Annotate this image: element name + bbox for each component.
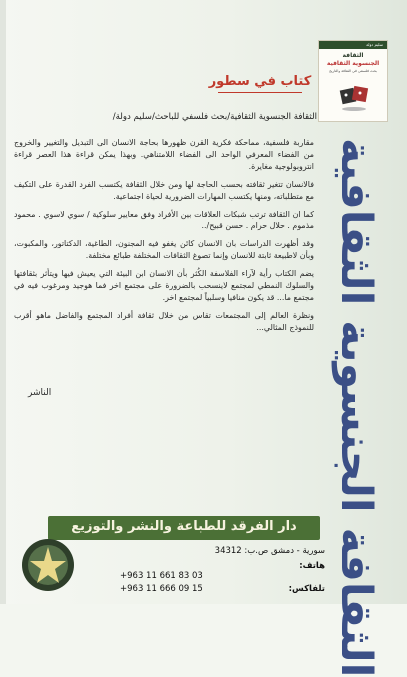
front-cover-thumbnail (318, 40, 388, 122)
thumbnail-illustration (337, 79, 371, 113)
thumbnail-subtitle: بحث فلسفي في الثقافة والتاريخ (329, 69, 377, 73)
thumbnail-title-line2: الجنسوية الثقافية (326, 60, 380, 67)
publisher-phone: +963 11 661 83 03 (120, 571, 203, 581)
blurb-paragraph: يضم الكتاب رأية لآراء الفلاسفة الكُثر بأن الانسان ابن البيئة التي يعيش فيها ويتأثر بثقافتها والسلوك النمطي لمجتمع لاينسحب بالضرورة على مجتمع اخر فما هوجيد ومرغوب فيه في مجتمع ما... قد يكون منافيا وسلبياً لمجتمع اخر. (14, 269, 314, 302)
thumbnail-author: سليم دولة (366, 42, 383, 47)
blurb-paragraph: مقاربة فلسفية، مماحكة فكرية القرن ظهورها بحاجة الانسان الى التبديل والتغيير والخروج من الفضاء المعرفي الواحد الى الفضاء اللامتناهي. وبهذا يمكن قراءة هذا العصر قراءة انتروبولوجية مغايرة. (14, 138, 314, 171)
blurb-paragraph: فالانسان تتغير ثقافته بحسب الحاجة لها ومن خلال الثقافة يكتسب الفرد القدرة على التكيف مع متطلباته، ومنها يكتسب المهارات الضرورية لحياة اجتماعية. (14, 179, 314, 201)
heading-underline (218, 92, 302, 93)
publisher-name: دار الفرقد للطباعة والنشر والتوزيع (71, 519, 297, 534)
book-subtitle: الثقافة الجنسوية الثقافية/بحث فلسفي للباحث/سليم دولة/ (112, 112, 317, 122)
publisher-logo (20, 537, 76, 593)
publisher-band (48, 516, 320, 540)
thumbnail-title-line1: الثقافة (342, 52, 364, 59)
publisher-signature: الناشر (28, 388, 52, 398)
blurb-paragraph: وقد أظهرت الدراسات بان الانسان كائن يغفو فيه المجنون، الطاغية، الدكتاتور، والمكبوت، وبأن لاطبيعة ثابتة للانسان وإنما تصوغ الثقافات المختلفة طبائع مختلفة. (14, 239, 314, 261)
fax-label: تلفاكس: (288, 584, 325, 594)
section-heading: كتاب في سطور (208, 74, 312, 89)
blurb-text (14, 137, 314, 340)
blurb-paragraph: ونظرة العالم إلى المجتمعات تقاس من خلال ثقافة أفراد المجتمع والفاضل ماهو أقرب للنموذج المثالي... (14, 310, 314, 332)
publisher-phone-row (110, 561, 325, 571)
publisher-address: سورية - دمشق ص.ب: 34312 (214, 546, 325, 556)
vertical-book-title: الثقافة الجنسوية الثقافية (331, 138, 381, 677)
blurb-paragraph: كما ان الثقافة ترتب شبكات العلاقات بين الأفراد وفق معايير سلوكية / سوي لاسوي . محمود مذموم . حلال حرام . حسن قبيح/.. (14, 209, 314, 231)
cover-edge (0, 0, 6, 604)
phone-label: هاتف: (299, 561, 325, 571)
publisher-fax: +963 11 666 09 15 (120, 584, 203, 594)
